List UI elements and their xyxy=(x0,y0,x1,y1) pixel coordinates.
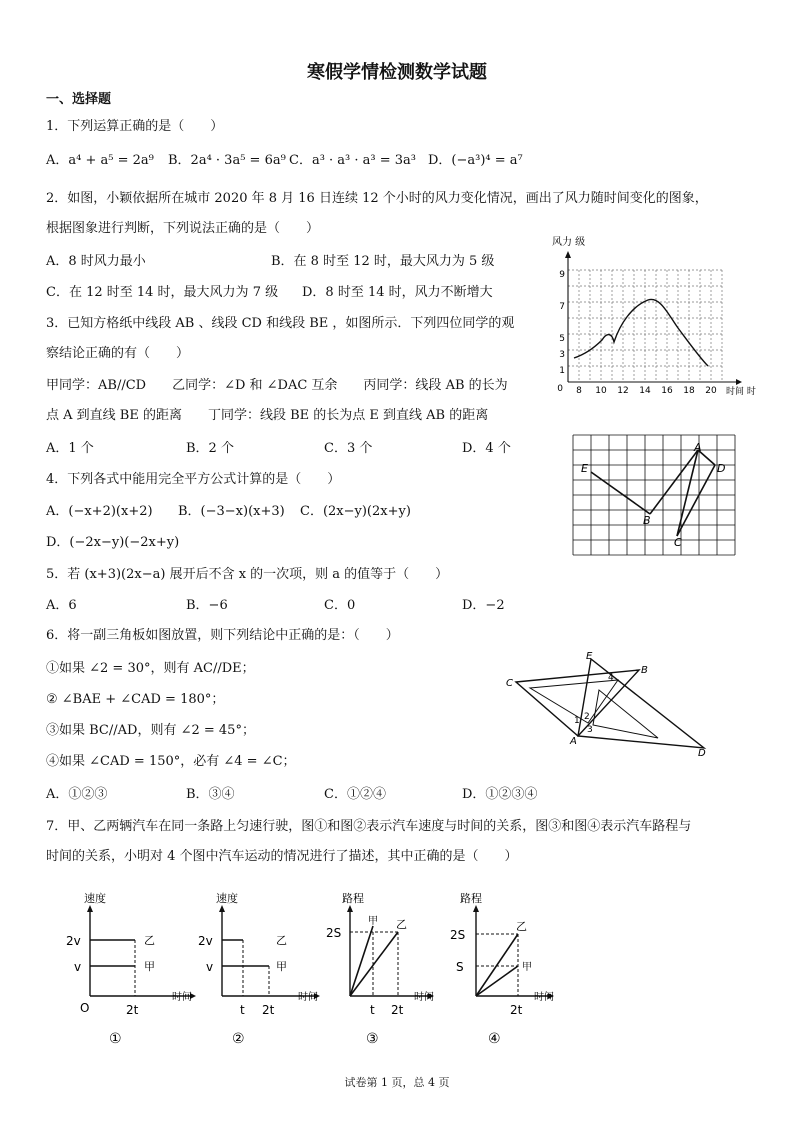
graph-1-x-tick: 2t xyxy=(126,1003,139,1017)
wind-y-tick-3: 3 xyxy=(559,350,565,360)
angle-4-label: 4 xyxy=(608,673,614,683)
graph-1-x-label: 时间 xyxy=(172,992,192,1003)
vertex-e-label: E xyxy=(586,651,593,662)
wind-x-tick-18: 18 xyxy=(683,386,695,396)
wind-x-tick-12: 12 xyxy=(617,386,629,396)
segment-eb xyxy=(591,472,650,514)
point-b-label: B xyxy=(643,514,651,527)
question-3-line-2: 察结论正确的有（ ） xyxy=(46,346,190,361)
question-5-option-a: A．6 xyxy=(46,598,77,613)
question-2-line-1: 2．如图，小颖依据所在城市 2020 年 8 月 16 日连续 12 个小时的风力变化情况，画出了风力随时间变化的图象， xyxy=(46,191,708,206)
wind-graph-gridlines xyxy=(568,270,722,382)
wind-graph-x-label: 时间 时 xyxy=(726,387,756,397)
graph-2-name-yi: 乙 xyxy=(276,934,287,947)
speed-time-graph-1 xyxy=(60,888,210,1048)
wind-y-tick-1: 1 xyxy=(559,366,565,376)
point-c-label: C xyxy=(674,536,682,549)
question-3-option-b: B．2 个 xyxy=(186,441,234,456)
angle-3-label: 3 xyxy=(587,725,593,735)
question-6-statement-1: ①如果 ∠2 = 30°，则有 AC//DE； xyxy=(46,661,255,676)
question-3-option-d: D．4 个 xyxy=(462,441,511,456)
question-3-line-4: 点 A 到直线 BE 的距离 丁同学：线段 BE 的长为点 E 到直线 AB 的距离 xyxy=(46,408,489,423)
graph-2-x-tick-2t: 2t xyxy=(262,1003,275,1017)
graph-2-x-tick-t: t xyxy=(240,1003,245,1017)
angle-2-label: 2 xyxy=(584,712,590,722)
question-1-option-c: C．a³ · a³ · a³ = 3a³ xyxy=(289,153,417,168)
graph-3-line-yi xyxy=(350,932,398,996)
graph-3-x-tick-t: t xyxy=(370,1003,375,1017)
graph-2-y-label: 速度 xyxy=(216,892,238,905)
question-6-option-c: C．①②④ xyxy=(324,787,386,802)
graph-2-y-arrow xyxy=(219,905,225,912)
graph-1-caption: ① xyxy=(109,1031,122,1047)
graph-4-line-yi xyxy=(476,934,518,996)
wind-force-graph xyxy=(544,232,762,400)
question-2-option-d: D．8 时至 14 时，风力不断增大 xyxy=(302,285,493,300)
graph-4-name-jia: 甲 xyxy=(522,962,532,973)
question-7-line-2: 时间的关系，小明对 4 个图中汽车运动的情况进行了描述，其中正确的是（ ） xyxy=(46,849,518,864)
vertex-d-label: D xyxy=(698,748,706,758)
question-2-line-2: 根据图象进行判断，下列说法正确的是（ ） xyxy=(46,221,320,236)
section-heading-choice: 一、选择题 xyxy=(46,92,112,107)
question-5-option-b: B．−6 xyxy=(186,598,228,613)
question-6-statement-2: ② ∠BAE + ∠CAD = 180°； xyxy=(46,692,225,707)
question-5-stem: 5．若 (x+3)(2x−a) 展开后不含 x 的一次项，则 a 的值等于（ ） xyxy=(46,567,449,582)
graph-1-y-low: v xyxy=(74,960,82,974)
question-6-statement-4: ④如果 ∠CAD = 150°，必有 ∠4 = ∠C； xyxy=(46,754,296,769)
wind-x-tick-20: 20 xyxy=(705,386,717,396)
graph-4-caption: ④ xyxy=(488,1031,501,1047)
wind-force-curve xyxy=(574,299,708,366)
wind-graph-y-arrow xyxy=(565,251,571,258)
question-3-line-3: 甲同学：AB//CD 乙同学：∠D 和 ∠DAC 互余 丙同学：线段 AB 的长为 xyxy=(46,378,508,393)
wind-graph-x-arrow xyxy=(736,379,742,385)
distance-time-graph-4 xyxy=(444,888,594,1048)
graph-1-y-high: 2v xyxy=(66,934,81,948)
question-1-option-b: B．2a⁴ · 3a⁵ = 6a⁹ xyxy=(168,153,286,168)
question-3-option-a: A．1 个 xyxy=(46,441,94,456)
graph-4-y-high: 2S xyxy=(450,928,466,942)
wind-y-tick-5: 5 xyxy=(559,334,565,344)
point-d-label: D xyxy=(717,462,726,475)
vertex-a-label: A xyxy=(570,736,577,747)
question-4-option-c: C．(2x−y)(2x+y) xyxy=(300,504,411,519)
question-1-option-d: D．(−a³)⁴ = a⁷ xyxy=(428,153,523,168)
point-a-label: A xyxy=(694,441,702,454)
grid-lines xyxy=(573,435,735,555)
graph-3-y-high: 2S xyxy=(326,926,342,940)
question-6-option-d: D．①②③④ xyxy=(462,787,538,802)
question-6-stem: 6．将一副三角板如图放置，则下列结论中正确的是：（ ） xyxy=(46,628,399,643)
question-4-option-b: B．(−3−x)(x+3) xyxy=(178,504,285,519)
question-1-stem: 1．下列运算正确的是（ ） xyxy=(46,119,224,134)
question-4-option-a: A．(−x+2)(x+2) xyxy=(46,504,153,519)
question-3-option-c: C．3 个 xyxy=(324,441,373,456)
graph-2-y-high: 2v xyxy=(198,934,213,948)
question-6-option-a: A．①②③ xyxy=(46,787,108,802)
question-6-statement-3: ③如果 BC//AD，则有 ∠2 = 45°； xyxy=(46,723,255,738)
graph-1-y-arrow xyxy=(87,905,93,912)
wind-x-tick-16: 16 xyxy=(661,386,673,396)
grid-figure xyxy=(566,432,740,560)
question-2-option-a: A．8 时风力最小 xyxy=(46,254,146,269)
question-5-option-d: D．−2 xyxy=(462,598,505,613)
point-e-label: E xyxy=(581,462,588,475)
wind-y-tick-7: 7 xyxy=(559,302,565,312)
question-4-stem: 4．下列各式中能用完全平方公式计算的是（ ） xyxy=(46,472,341,487)
wind-x-tick-8: 8 xyxy=(576,386,582,396)
question-1-option-a: A．a⁴ + a⁵ = 2a⁹ xyxy=(46,153,154,168)
graph-3-line-jia xyxy=(350,926,373,996)
graph-4-y-low: S xyxy=(456,960,464,974)
graph-4-name-yi: 乙 xyxy=(516,920,527,933)
question-3-line-1: 3．已知方格纸中线段 AB 、线段 CD 和线段 BE ，如图所示．下列四位同学的观 xyxy=(46,316,515,331)
wind-y-tick-9: 9 xyxy=(559,270,565,280)
graph-4-y-arrow xyxy=(473,905,479,912)
graph-4-y-label: 路程 xyxy=(460,892,482,905)
graph-2-name-jia: 甲 xyxy=(276,960,287,973)
graph-4-x-label: 时间 xyxy=(534,992,554,1003)
graph-2-y-low: v xyxy=(206,960,214,974)
graph-4-x-tick-2t: 2t xyxy=(510,1003,523,1017)
graph-3-name-yi: 乙 xyxy=(396,918,407,931)
graph-1-name-yi: 乙 xyxy=(144,934,155,947)
set-square-ead-inner xyxy=(593,690,658,738)
wind-graph-y-label: 风力 级 xyxy=(552,237,586,248)
graph-3-x-tick-2t: 2t xyxy=(391,1003,404,1017)
question-5-option-c: C．0 xyxy=(324,598,356,613)
question-4-option-d: D．(−2x−y)(−2x+y) xyxy=(46,535,180,550)
angle-1-label: 1 xyxy=(574,716,580,726)
vertex-c-label: C xyxy=(506,678,513,689)
graph-3-name-jia: 甲 xyxy=(368,916,378,927)
graph-1-origin: O xyxy=(80,1001,90,1015)
graph-2-caption: ② xyxy=(232,1031,245,1047)
wind-origin: 0 xyxy=(557,384,563,394)
set-squares-figure xyxy=(500,648,718,758)
wind-x-tick-14: 14 xyxy=(639,386,651,396)
graph-2-x-label: 时间 xyxy=(298,992,318,1003)
graph-3-x-label: 时间 xyxy=(414,992,434,1003)
graph-3-y-arrow xyxy=(347,905,353,912)
question-7-line-1: 7．甲、乙两辆汽车在同一条路上匀速行驶，图①和图②表示汽车速度与时间的关系，图③和图④表示汽车路程与 xyxy=(46,819,692,834)
page-footer: 试卷第 1 页，总 4 页 xyxy=(344,1076,450,1089)
vertex-b-label: B xyxy=(641,665,648,676)
page-title: 寒假学情检测数学试题 xyxy=(307,62,487,83)
set-square-cab xyxy=(516,670,639,736)
question-6-option-b: B．③④ xyxy=(186,787,235,802)
question-2-option-c: C．在 12 时至 14 时，最大风力为 7 级 xyxy=(46,285,279,300)
graph-1-name-jia: 甲 xyxy=(144,960,155,973)
graph-4-line-jia xyxy=(476,966,518,996)
question-2-option-b: B．在 8 时至 12 时，最大风力为 5 级 xyxy=(271,254,495,269)
wind-x-tick-10: 10 xyxy=(595,386,607,396)
graph-1-y-label: 速度 xyxy=(84,892,106,905)
graph-3-y-label: 路程 xyxy=(342,892,364,905)
graph-3-caption: ③ xyxy=(366,1031,379,1047)
